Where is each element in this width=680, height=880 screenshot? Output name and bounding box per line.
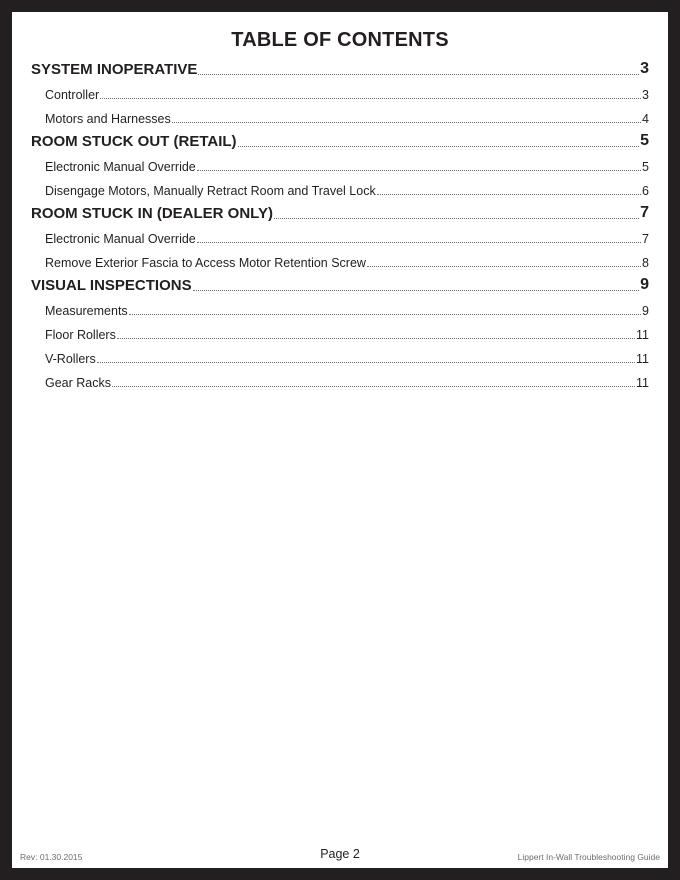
toc-entry-page-number: 11 bbox=[636, 352, 649, 366]
toc-entry-label: Motors and Harnesses bbox=[45, 112, 171, 126]
toc-entry[interactable] bbox=[31, 342, 649, 366]
toc-section-label: ROOM STUCK IN (DEALER ONLY) bbox=[31, 205, 273, 222]
toc-entry-label: Electronic Manual Override bbox=[45, 160, 196, 174]
dot-leader bbox=[198, 73, 639, 75]
dot-leader bbox=[274, 217, 639, 219]
dot-leader bbox=[100, 97, 641, 99]
page-number: Page 2 bbox=[320, 847, 360, 861]
dot-leader bbox=[193, 289, 640, 291]
toc-section-page-number: 9 bbox=[640, 276, 649, 293]
toc-entry-label: V-Rollers bbox=[45, 352, 96, 366]
toc-section-label: SYSTEM INOPERATIVE bbox=[31, 61, 198, 78]
dot-leader bbox=[97, 361, 635, 363]
guide-name: Lippert In-Wall Troubleshooting Guide bbox=[517, 852, 660, 862]
dot-leader bbox=[197, 241, 641, 243]
toc-entry-label: Remove Exterior Fascia to Access Motor Retention Screw bbox=[45, 256, 366, 270]
toc-entry[interactable] bbox=[31, 174, 649, 198]
revision-label: Rev: 01.30.2015 bbox=[20, 852, 83, 862]
toc-entry-page-number: 11 bbox=[636, 328, 649, 342]
table-of-contents bbox=[31, 54, 649, 390]
toc-entry-page-number: 11 bbox=[636, 376, 649, 390]
toc-entry-label: Floor Rollers bbox=[45, 328, 116, 342]
toc-section[interactable] bbox=[31, 54, 649, 78]
toc-section[interactable] bbox=[31, 126, 649, 150]
dot-leader bbox=[172, 121, 641, 123]
dot-leader bbox=[238, 145, 640, 147]
toc-entry-page-number: 8 bbox=[642, 256, 649, 270]
toc-section-label: ROOM STUCK OUT (RETAIL) bbox=[31, 133, 237, 150]
toc-entry[interactable] bbox=[31, 246, 649, 270]
dot-leader bbox=[117, 337, 635, 339]
toc-entry[interactable] bbox=[31, 366, 649, 390]
dot-leader bbox=[377, 193, 641, 195]
document-page bbox=[12, 12, 668, 868]
toc-section-page-number: 7 bbox=[640, 204, 649, 221]
toc-entry[interactable] bbox=[31, 294, 649, 318]
toc-section-page-number: 3 bbox=[640, 60, 649, 77]
toc-section[interactable] bbox=[31, 198, 649, 222]
dot-leader bbox=[367, 265, 641, 267]
toc-entry-label: Disengage Motors, Manually Retract Room and Travel Lock bbox=[45, 184, 376, 198]
toc-section-page-number: 5 bbox=[640, 132, 649, 149]
toc-entry-page-number: 5 bbox=[642, 160, 649, 174]
toc-entry[interactable] bbox=[31, 150, 649, 174]
toc-entry[interactable] bbox=[31, 78, 649, 102]
toc-entry-label: Electronic Manual Override bbox=[45, 232, 196, 246]
toc-entry[interactable] bbox=[31, 318, 649, 342]
toc-section-label: VISUAL INSPECTIONS bbox=[31, 277, 192, 294]
page-title: TABLE OF CONTENTS bbox=[231, 29, 449, 51]
toc-entry-page-number: 4 bbox=[642, 112, 649, 126]
dot-leader bbox=[112, 385, 635, 387]
toc-entry-label: Controller bbox=[45, 88, 100, 102]
toc-entry-page-number: 3 bbox=[642, 88, 649, 102]
dot-leader bbox=[197, 169, 641, 171]
toc-entry[interactable] bbox=[31, 222, 649, 246]
toc-entry[interactable] bbox=[31, 102, 649, 126]
dot-leader bbox=[129, 313, 641, 315]
toc-section[interactable] bbox=[31, 270, 649, 294]
toc-entry-label: Gear Racks bbox=[45, 376, 111, 390]
toc-entry-label: Measurements bbox=[45, 304, 128, 318]
toc-entry-page-number: 6 bbox=[642, 184, 649, 198]
toc-entry-page-number: 7 bbox=[642, 232, 649, 246]
toc-entry-page-number: 9 bbox=[642, 304, 649, 318]
